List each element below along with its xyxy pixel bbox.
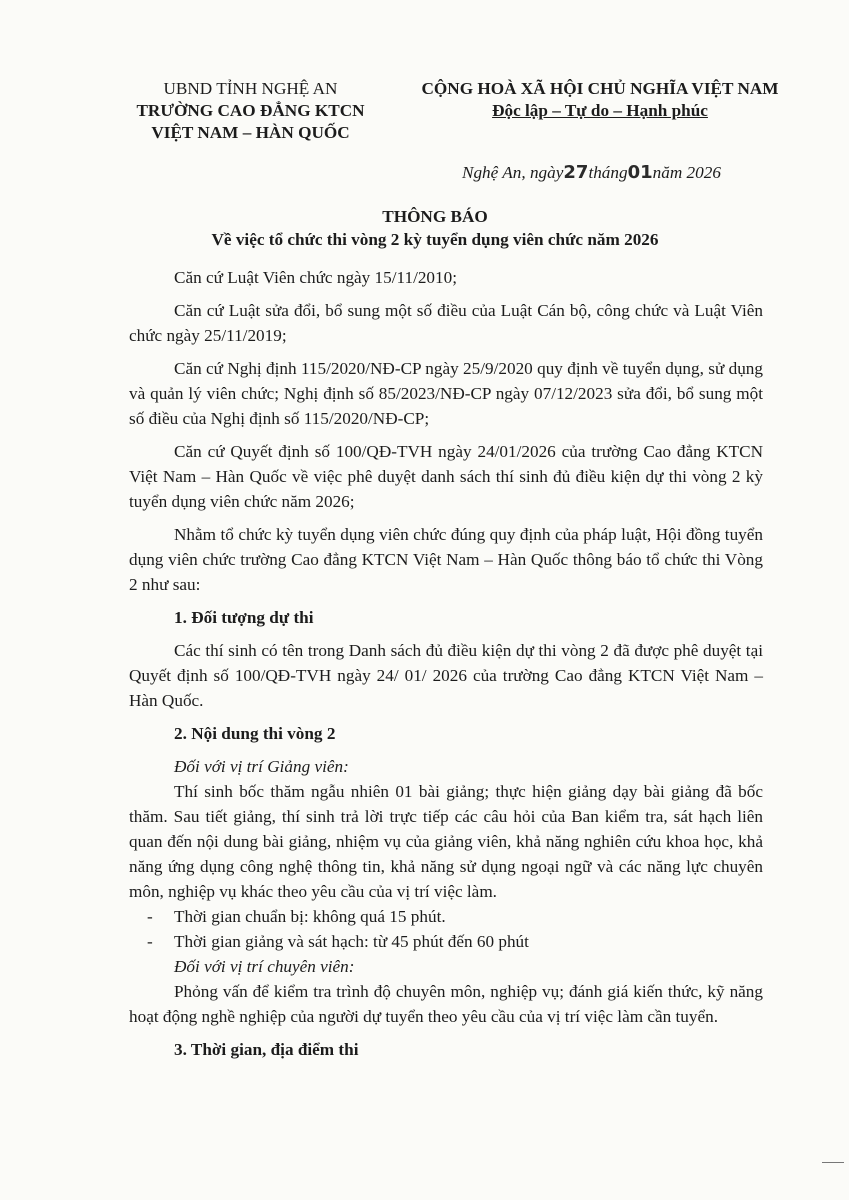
lecturer-label: Đối với vị trí Giảng viên: (174, 757, 349, 776)
specialist-label: Đối với vị trí chuyên viên: (174, 957, 355, 976)
legal-basis-3: Căn cứ Nghị định 115/2020/NĐ-CP ngày 25/9/2020 quy định về tuyển dụng, sử dụng và quản lý viên chức; Nghị định số 85/2023/NĐ-CP ngày 07/12/2023 sửa đổi, bổ sung một số điều của Nghị định số 115/2020/NĐ-CP; (129, 359, 763, 428)
national-title: CỘNG HOÀ XÃ HỘI CHỦ NGHĨA VIỆT NAM (421, 79, 779, 98)
document-title: THÔNG BÁO (382, 207, 488, 226)
issuing-authority-block (128, 78, 373, 144)
authority-line-1: UBND TỈNH NGHỆ AN (163, 79, 338, 98)
date-year: năm 2026 (652, 163, 721, 182)
legal-basis-2: Căn cứ Luật sửa đổi, bổ sung một số điều của Luật Cán bộ, công chức và Luật Viên chức ngày 25/11/2019; (129, 301, 763, 345)
national-motto: Độc lập – Tự do – Hạnh phúc (492, 101, 708, 120)
timing-item: - Thời gian chuẩn bị: không quá 15 phút. (129, 904, 763, 929)
document-title-block (100, 205, 770, 251)
section-2-heading: 2. Nội dung thi vòng 2 (174, 724, 336, 743)
document-subtitle: Về việc tổ chức thi vòng 2 kỳ tuyển dụng viên chức năm 2026 (211, 230, 659, 249)
specialist-text: Phỏng vấn để kiểm tra trình độ chuyên môn, nghiệp vụ; đánh giá kiến thức, kỹ năng hoạt động nghề nghiệp của người dự tuyển theo yêu cầu của vị trí việc làm cần tuyển. (129, 982, 763, 1026)
date-place-prefix: Nghệ An, ngày (462, 163, 564, 182)
timing-list (129, 904, 763, 954)
document-body (129, 265, 763, 1070)
date-month-label: tháng (588, 163, 628, 182)
national-motto-block (395, 78, 805, 122)
date-month: 01 (627, 162, 653, 183)
timing-item: - Thời gian giảng và sát hạch: từ 45 phút đến 60 phút (129, 929, 763, 954)
issue-date (462, 162, 721, 183)
date-day: 27 (563, 162, 589, 183)
lecturer-text: Thí sinh bốc thăm ngẫu nhiên 01 bài giảng; thực hiện giảng dạy bài giảng đã bốc thăm. Sau tiết giảng, thí sinh trả lời trực tiếp các câu hỏi của Ban kiểm tra, sát hạch liên quan đến nội dung bài giảng, nhiệm vụ của giảng viên, khả năng nghiên cứu khoa học, khả năng ứng dụng công nghệ thông tin, khả năng sử dụng ngoại ngữ và các năng lực chuyên môn, nghiệp vụ khác theo yêu cầu của vị trí việc làm. (129, 782, 763, 901)
section-1-heading: 1. Đối tượng dự thi (174, 608, 314, 627)
scan-edge-mark (822, 1162, 844, 1163)
legal-basis-4: Căn cứ Quyết định số 100/QĐ-TVH ngày 24/01/2026 của trường Cao đẳng KTCN Việt Nam – Hàn Quốc về việc phê duyệt danh sách thí sinh đủ điều kiện dự thi vòng 2 kỳ tuyển dụng viên chức năm 2026; (129, 442, 763, 511)
intro-paragraph: Nhằm tổ chức kỳ tuyển dụng viên chức đúng quy định của pháp luật, Hội đồng tuyển dụng viên chức trường Cao đẳng KTCN Việt Nam – Hàn Quốc thông báo tổ chức thi Vòng 2 như sau: (129, 525, 763, 594)
authority-line-3: VIỆT NAM – HÀN QUỐC (151, 123, 350, 142)
legal-basis-1: Căn cứ Luật Viên chức ngày 15/11/2010; (174, 268, 457, 287)
section-3-heading: 3. Thời gian, địa điểm thi (174, 1040, 359, 1059)
section-1-text: Các thí sinh có tên trong Danh sách đủ điều kiện dự thi vòng 2 đã được phê duyệt tại Quyết định số 100/QĐ-TVH ngày 24/ 01/ 2026 của trường Cao đẳng KTCN Việt Nam – Hàn Quốc. (129, 641, 763, 710)
authority-line-2: TRƯỜNG CAO ĐẲNG KTCN (136, 101, 365, 120)
